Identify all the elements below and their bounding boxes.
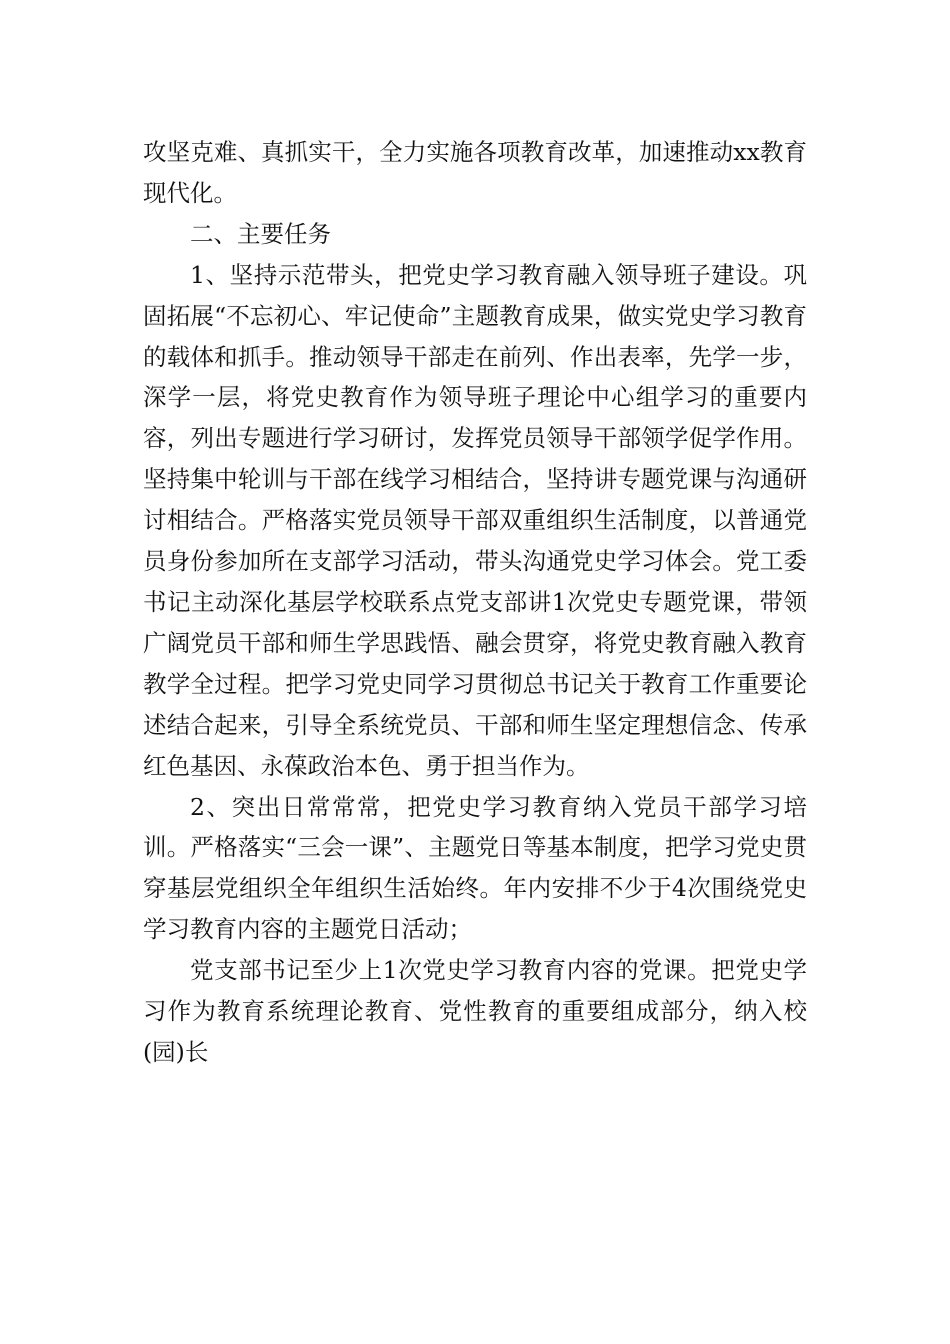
- paragraph-party-lecture: 党支部书记至少上1次党史学习教育内容的党课。把党史学习作为教育系统理论教育、党性教育的重要组成部分，纳入校(园)长: [143, 956, 807, 1066]
- paragraph-continuation: 攻坚克难、真抓实干，全力实施各项教育改革，加速推动xx教育现代化。: [143, 138, 807, 207]
- section-heading-main-tasks: 二、主要任务: [190, 219, 331, 248]
- paragraph-task-1: 1、坚持示范带头，把党史学习教育融入领导班子建设。巩固拓展“不忘初心、牢记使命”主题教育成果，做实党史学习教育的载体和抓手。推动领导干部走在前列、作出表率，先学一步，深学一层，将党史教育作为领导班子理论中心组学习的重要内容，列出专题进行学习研讨，发挥党员领导干部领学促学作用。坚持集中轮训与干部在线学习相结合，坚持讲专题党课与沟通研讨相结合。严格落实党员领导干部双重组织生活制度，以普通党员身份参加所在支部学习活动，带头沟通党史学习体会。党工委书记主动深化基层学校联系点党支部讲1次党史专题党课，带领广阔党员干部和师生学思践悟、融会贯穿，将党史教育融入教育教学全过程。把学习党史同学习贯彻总书记关于教育工作重要论述结合起来，引导全系统党员、干部和师生坚定理想信念、传承红色基因、永葆政治本色、勇于担当作为。: [143, 260, 807, 780]
- document-body: [143, 132, 807, 1073]
- paragraph-task-2: 2、突出日常常常，把党史学习教育纳入党员干部学习培训。严格落实“三会一课”、主题党日等基本制度，把学习党史贯穿基层党组织全年组织生活始终。年内安排不少于4次围绕党史学习教育内容的主题党日活动；: [143, 792, 807, 944]
